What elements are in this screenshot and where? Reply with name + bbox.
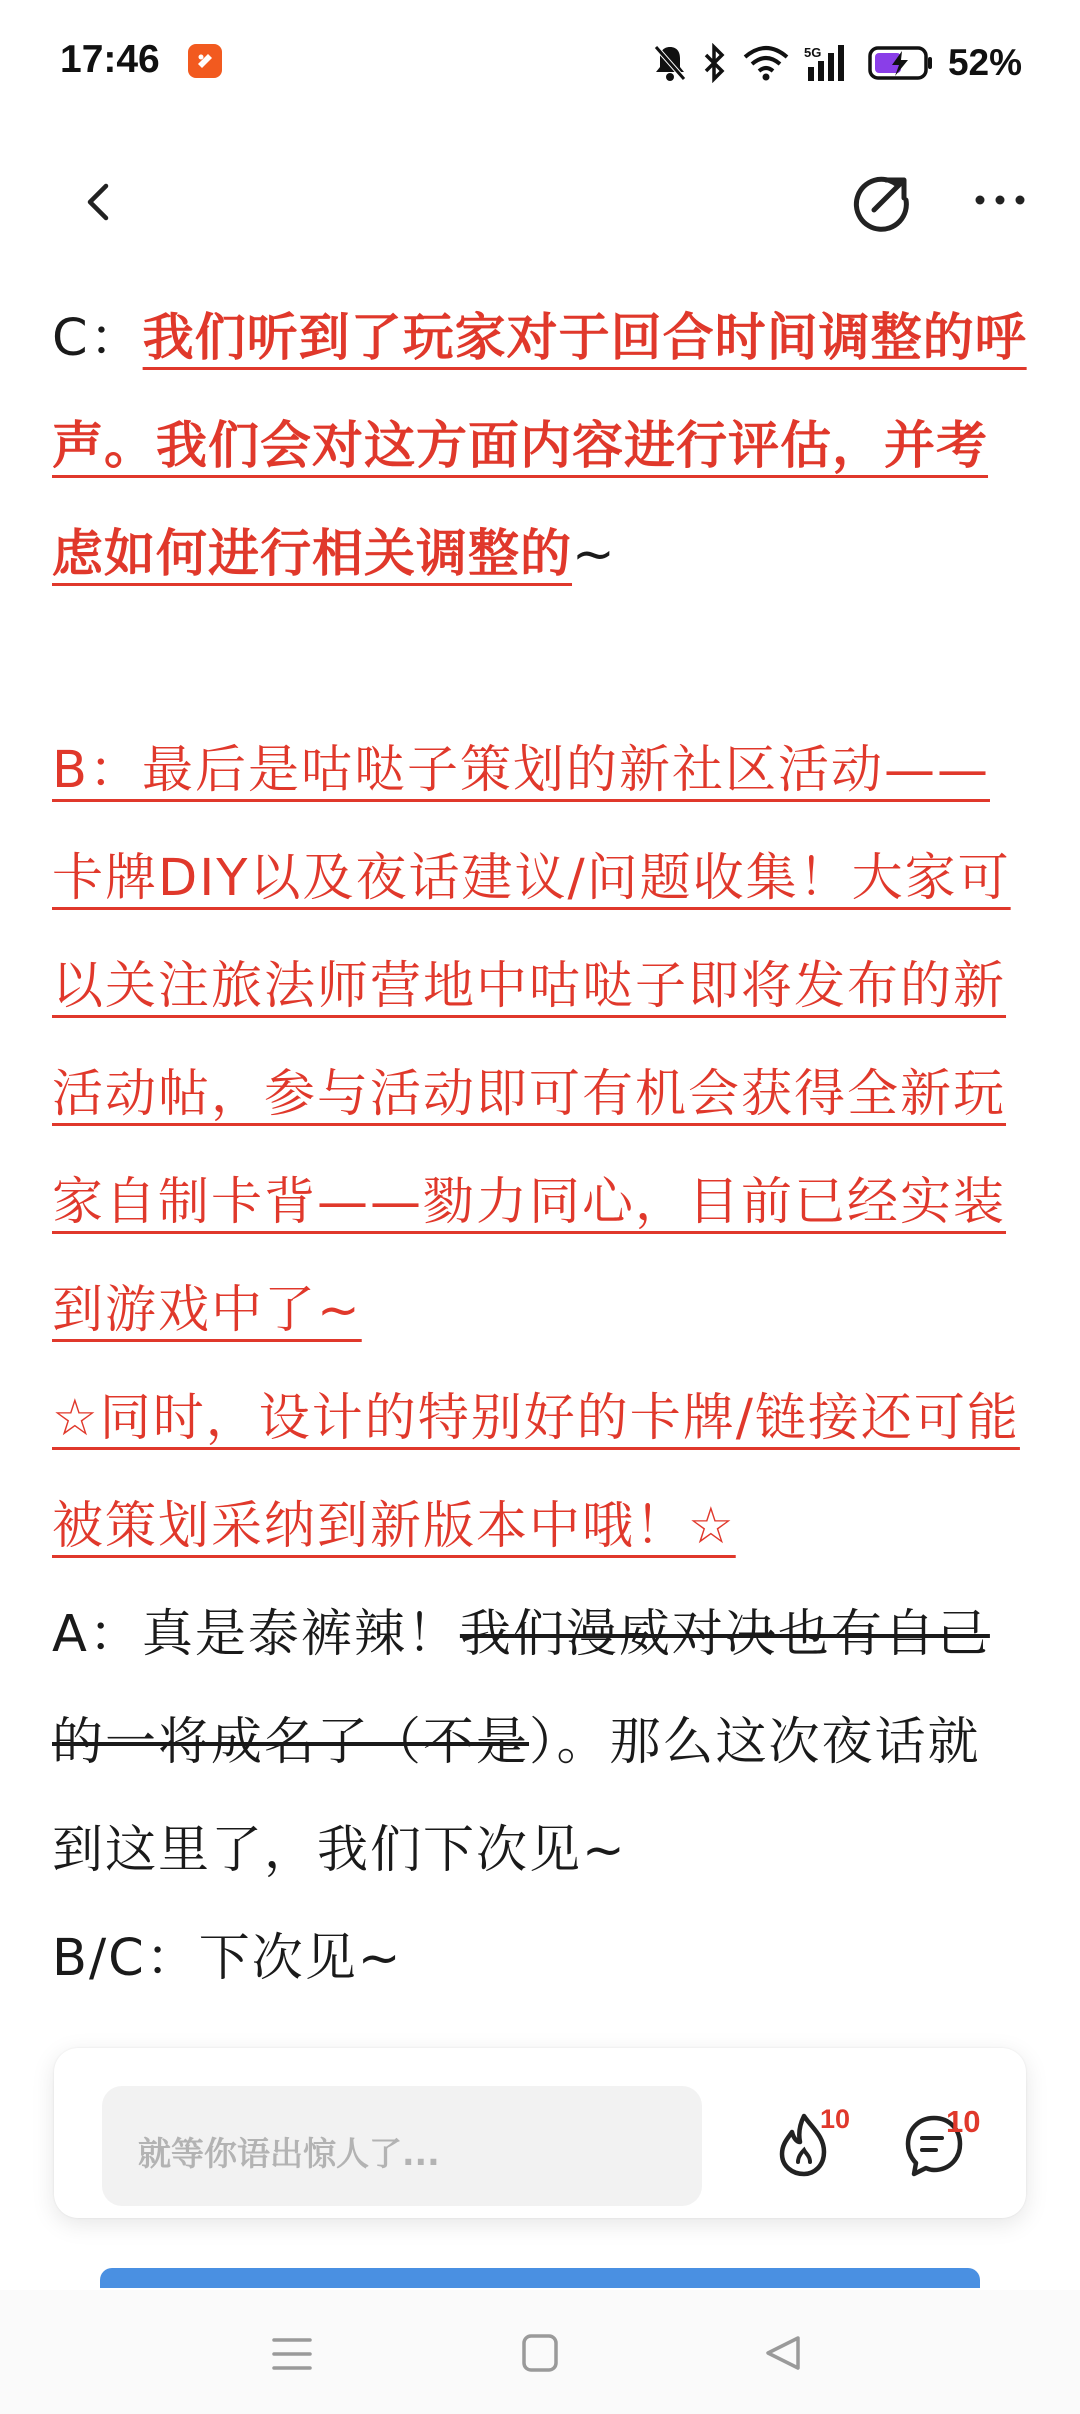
more-icon <box>970 180 1030 220</box>
hot-count: 10 <box>820 2104 851 2134</box>
more-button[interactable] <box>970 180 1030 220</box>
recent-apps-button[interactable] <box>270 2334 314 2378</box>
home-square-icon <box>520 2332 560 2374</box>
app-bar <box>0 150 1080 260</box>
app-notification-icon <box>188 44 222 78</box>
hot-button[interactable] <box>774 2106 864 2186</box>
back-arrow-icon <box>70 172 130 232</box>
paragraph-a <box>52 1581 1032 1905</box>
paragraph-bc <box>52 1905 1032 2013</box>
c-tail: ~ <box>572 525 617 584</box>
status-bar <box>0 0 1080 130</box>
share-icon <box>850 170 914 234</box>
comment-count: 10 <box>946 2104 981 2139</box>
comment-placeholder: 就等你语出惊人了... <box>138 2134 440 2173</box>
battery-percent: 52% <box>947 42 1022 83</box>
status-time: 17:46 <box>60 38 160 81</box>
system-nav-bar <box>0 2290 1080 2414</box>
comment-button[interactable] <box>902 2106 1002 2186</box>
paragraph-star <box>52 1365 1032 1581</box>
closing-line: B/C：下次见~ <box>52 1929 403 1988</box>
speaker-a-text: A：真是泰裤辣！ <box>52 1605 460 1664</box>
paragraph-spacer <box>52 609 1032 717</box>
menu-icon <box>270 2334 314 2374</box>
nav-back-button[interactable] <box>762 2332 804 2378</box>
battery-icon <box>868 45 934 81</box>
mute-icon <box>652 43 688 83</box>
comment-bar <box>54 2048 1026 2218</box>
signal-icon <box>804 43 854 83</box>
paragraph-b <box>52 717 1032 1365</box>
share-button[interactable] <box>850 170 914 234</box>
comment-input[interactable] <box>102 2086 702 2206</box>
back-button[interactable] <box>70 172 130 232</box>
network-type: 5G <box>803 45 822 60</box>
home-button[interactable] <box>520 2332 560 2378</box>
bottom-action-button[interactable] <box>100 2268 980 2288</box>
bluetooth-icon <box>702 43 728 83</box>
back-triangle-icon <box>762 2332 804 2374</box>
strikethrough-text: 我们漫威对决也有自己的一将成名了（不是 <box>52 1605 990 1772</box>
wifi-icon <box>742 45 790 81</box>
star-note: ☆同时，设计的特别好的卡牌/链接还可能被策划采纳到新版本中哦！☆ <box>52 1389 1020 1556</box>
speaker-c-label: C： <box>52 309 143 368</box>
paragraph-c <box>52 285 1032 609</box>
a-tail: ）。那么这次夜话就到这里了，我们下次见~ <box>52 1713 981 1880</box>
status-indicators <box>652 38 1022 88</box>
event-announcement: B：最后是咕哒子策划的新社区活动——卡牌DIY以及夜话建议/问题收集！大家可以关注旅法师营地中咕哒子即将发布的新活动帖，参与活动即可有机会获得全新玩家自制卡背——勠力同心，目前已经实装到游戏中了~ <box>52 741 1011 1340</box>
article-body <box>52 285 1032 2013</box>
highlight-text: 我们听到了玩家对于回合时间调整的呼声。我们会对这方面内容进行评估，并考虑如何进行相关调整的 <box>52 309 1027 584</box>
